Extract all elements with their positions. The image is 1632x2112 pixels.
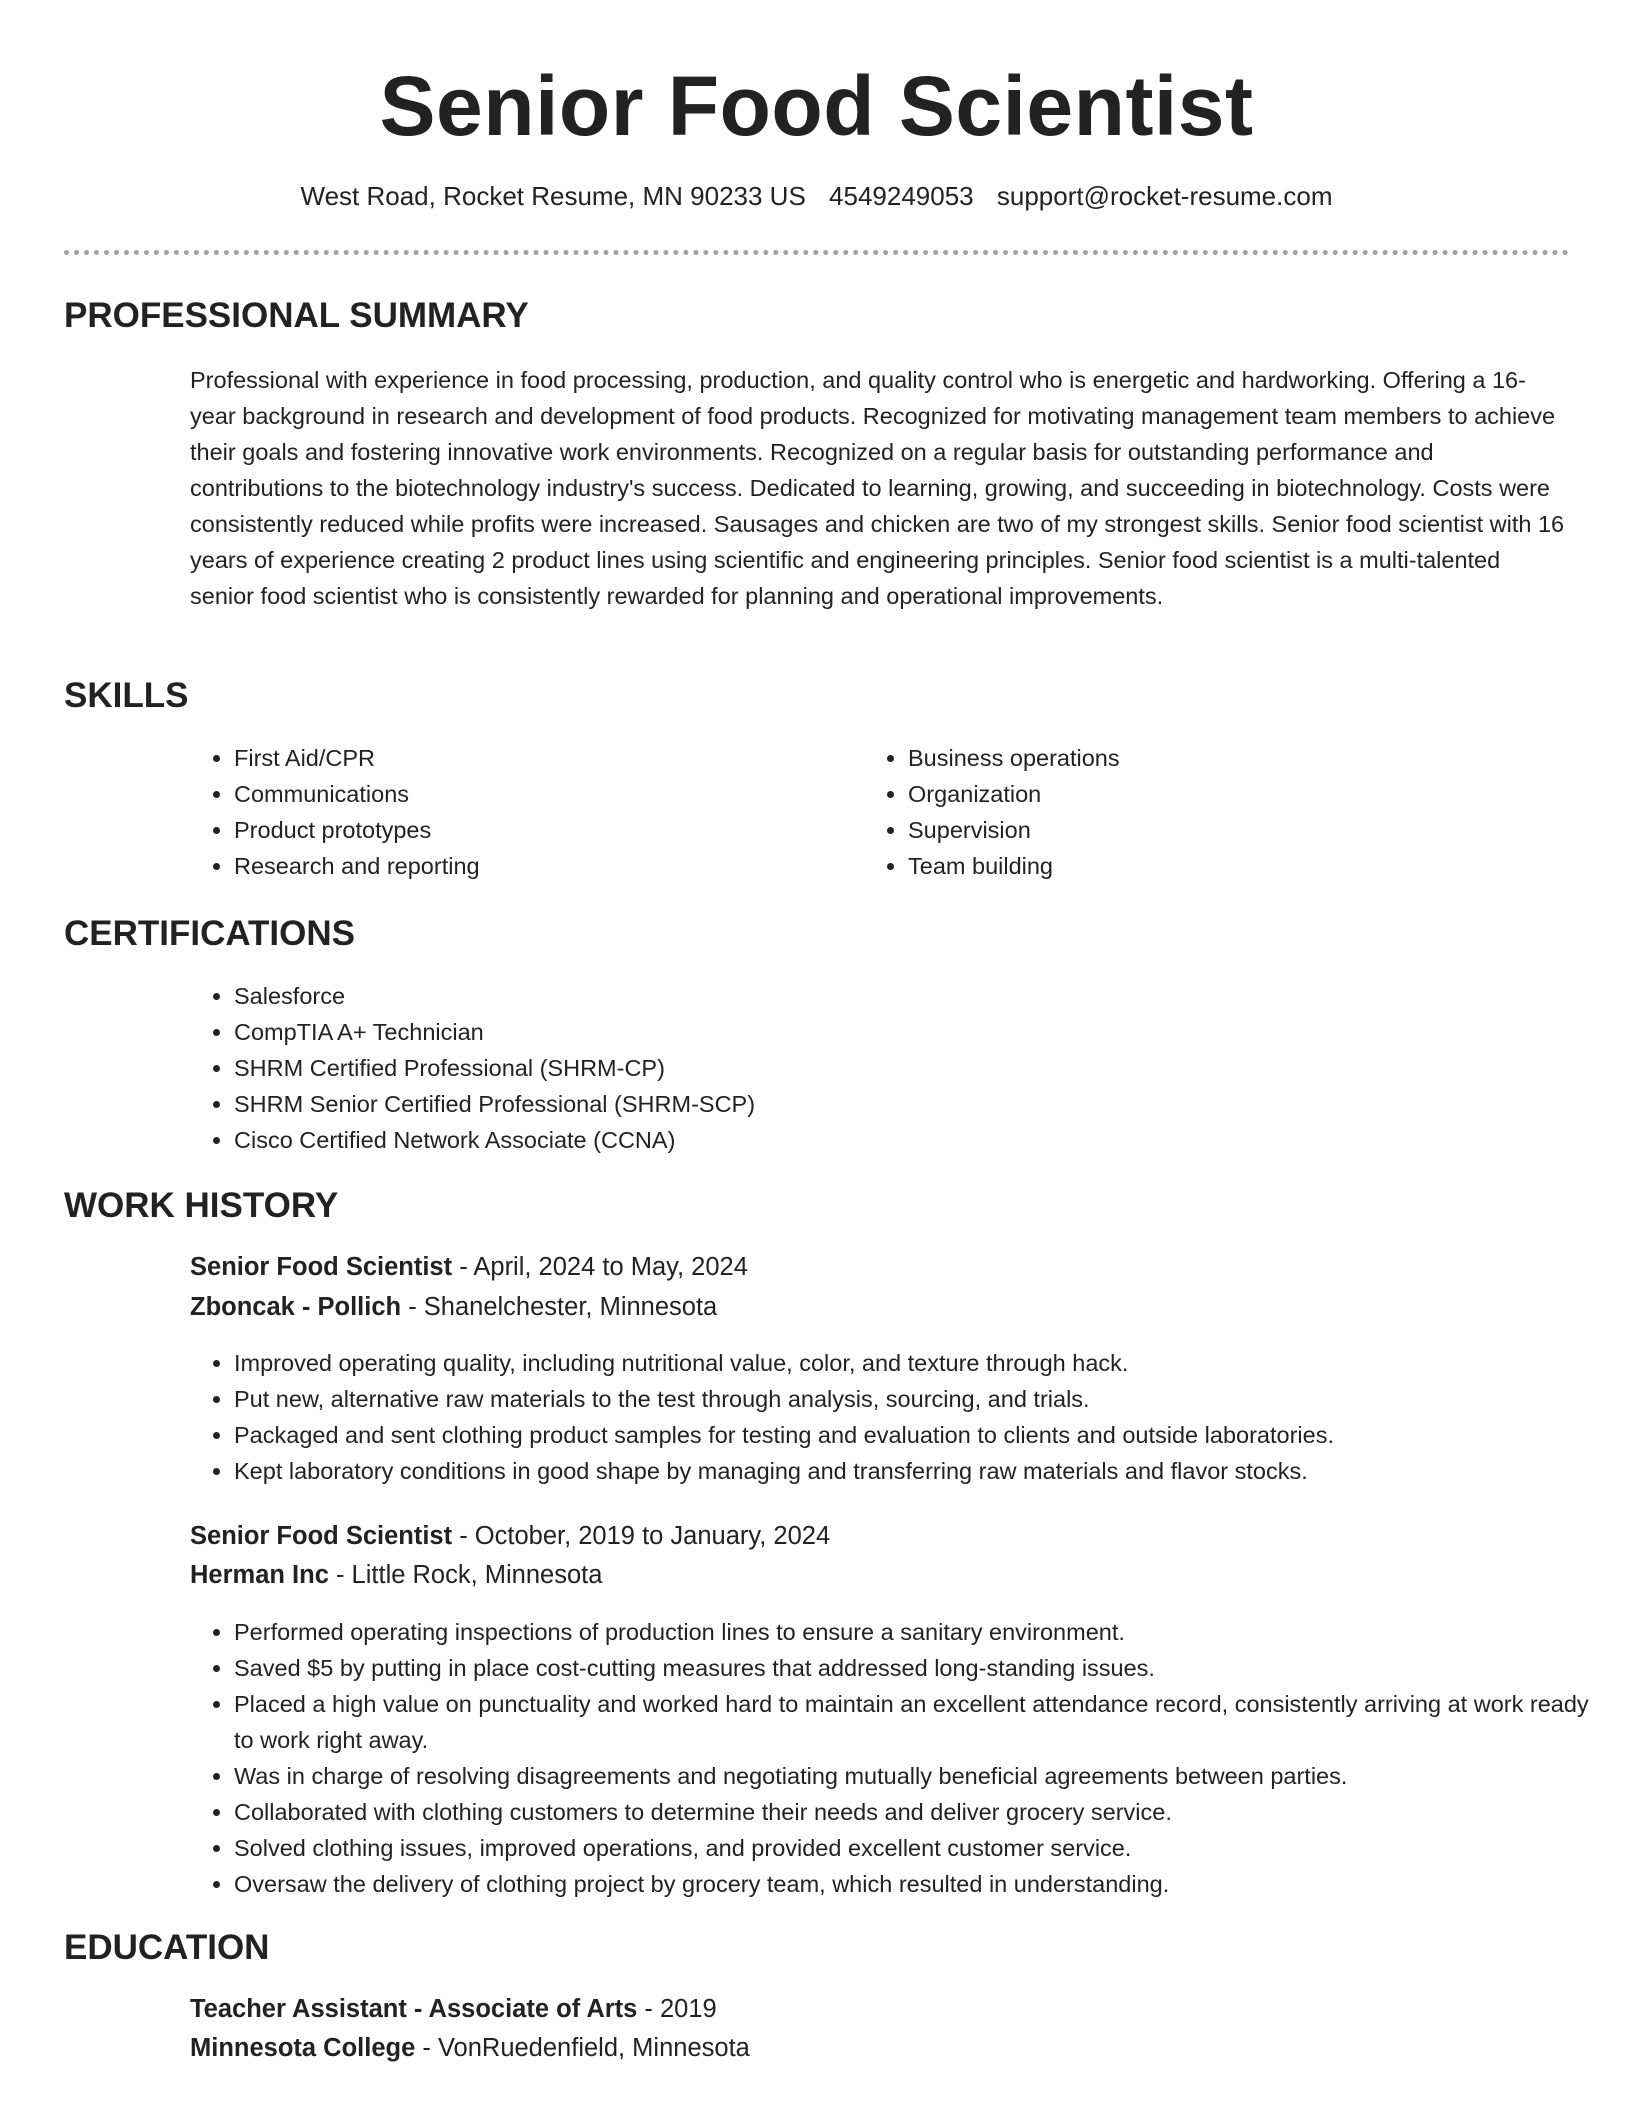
list-item: • Organization bbox=[908, 776, 1528, 812]
skills-list-right bbox=[864, 740, 1528, 884]
page-title: Senior Food Scientist bbox=[379, 59, 1254, 153]
list-item: • Team building bbox=[908, 848, 1528, 884]
section-title-summary: PROFESSIONAL SUMMARY bbox=[64, 296, 529, 335]
list-item: • SHRM Senior Certified Professional (SHRM-SCP) bbox=[234, 1086, 1614, 1122]
list-item: • Performed operating inspections of production lines to ensure a sanitary environment. bbox=[234, 1614, 1614, 1650]
job-company-line bbox=[190, 1561, 602, 1590]
list-item: • Packaged and sent clothing product samples for testing and evaluation to clients and outside laboratories. bbox=[234, 1417, 1614, 1453]
list-item: • Put new, alternative raw materials to the test through analysis, sourcing, and trials. bbox=[234, 1381, 1614, 1417]
list-item: • Product prototypes bbox=[234, 812, 854, 848]
job-title: Senior Food Scientist bbox=[190, 1253, 453, 1281]
education-school-line bbox=[190, 2034, 750, 2063]
list-item: • Saved $5 by putting in place cost-cutting measures that addressed long-standing issues. bbox=[234, 1650, 1614, 1686]
education-location: - VonRuedenfield, Minnesota bbox=[415, 2034, 750, 2062]
education-year: - 2019 bbox=[637, 1995, 717, 2023]
list-item: • Was in charge of resolving disagreements and negotiating mutually beneficial agreements between parties. bbox=[234, 1758, 1614, 1794]
section-title-certifications: CERTIFICATIONS bbox=[64, 914, 356, 953]
education-degree-line bbox=[190, 1995, 717, 2024]
list-item: • Oversaw the delivery of clothing project by grocery team, which resulted in understanding. bbox=[234, 1866, 1614, 1902]
contact-email[interactable]: support@rocket-resume.com bbox=[996, 181, 1333, 211]
certifications-list bbox=[190, 978, 1614, 1158]
job-dates: - April, 2024 to May, 2024 bbox=[452, 1253, 748, 1281]
list-item: • Solved clothing issues, improved operations, and provided excellent customer service. bbox=[234, 1830, 1614, 1866]
list-item: • CompTIA A+ Technician bbox=[234, 1014, 1614, 1050]
job-location: - Shanelchester, Minnesota bbox=[401, 1293, 718, 1321]
education-degree: Teacher Assistant - Associate of Arts bbox=[190, 1995, 638, 2023]
section-title-skills: SKILLS bbox=[64, 676, 189, 715]
job-location: - Little Rock, Minnesota bbox=[328, 1561, 603, 1589]
list-item: • Communications bbox=[234, 776, 854, 812]
list-item: • SHRM Certified Professional (SHRM-CP) bbox=[234, 1050, 1614, 1086]
job-title-line bbox=[190, 1522, 830, 1551]
skills-list-left bbox=[190, 740, 854, 884]
contact-address: West Road, Rocket Resume, MN 90233 US bbox=[300, 181, 806, 211]
list-item: • Kept laboratory conditions in good shape by managing and transferring raw materials and flavor stocks. bbox=[234, 1453, 1614, 1489]
job-dates: - October, 2019 to January, 2024 bbox=[452, 1522, 831, 1550]
job-bullets bbox=[190, 1345, 1614, 1489]
job-title-line bbox=[190, 1253, 748, 1282]
contact-line bbox=[64, 181, 1569, 212]
list-item: • Salesforce bbox=[234, 978, 1614, 1014]
list-item: • Collaborated with clothing customers to determine their needs and deliver grocery service. bbox=[234, 1794, 1614, 1830]
list-item: • Improved operating quality, including nutritional value, color, and texture through hack. bbox=[234, 1345, 1614, 1381]
list-item: • Business operations bbox=[908, 740, 1528, 776]
list-item: • First Aid/CPR bbox=[234, 740, 854, 776]
job-title: Senior Food Scientist bbox=[190, 1522, 453, 1550]
job-bullets bbox=[190, 1614, 1614, 1902]
header-divider bbox=[64, 250, 1569, 255]
list-item: • Placed a high value on punctuality and worked hard to maintain an excellent attendance record, consistently arriving at work ready to work right away. bbox=[234, 1686, 1614, 1758]
list-item: • Supervision bbox=[908, 812, 1528, 848]
education-school: Minnesota College bbox=[190, 2034, 416, 2062]
list-item: • Research and reporting bbox=[234, 848, 854, 884]
job-company: Zboncak - Pollich bbox=[190, 1293, 402, 1321]
job-company-line bbox=[190, 1293, 717, 1322]
list-item: • Cisco Certified Network Associate (CCNA) bbox=[234, 1122, 1614, 1158]
contact-phone: 4549249053 bbox=[829, 181, 974, 211]
summary-text: Professional with experience in food processing, production, and quality control who is energetic and hardworking. Offering a 16-year background in research and development of food products. Recognized for motivating management team members to achieve their goals and fostering innovative work environments. Recognized on a regular basis for outstanding performance and contributions to the biotechnology industry's success. Dedicated to learning, growing, and succeeding in biotechnology. Costs were consistently reduced while profits were increased. Sausages and chicken are two of my strongest skills. Senior food scientist with 16 years of experience creating 2 product lines using scientific and engineering principles. Senior food scientist is a multi-talented senior food scientist who is consistently rewarded for planning and operational improvements. bbox=[190, 367, 1565, 609]
section-title-work-history: WORK HISTORY bbox=[64, 1186, 339, 1225]
job-company: Herman Inc bbox=[190, 1561, 329, 1589]
section-title-education: EDUCATION bbox=[64, 1928, 270, 1967]
